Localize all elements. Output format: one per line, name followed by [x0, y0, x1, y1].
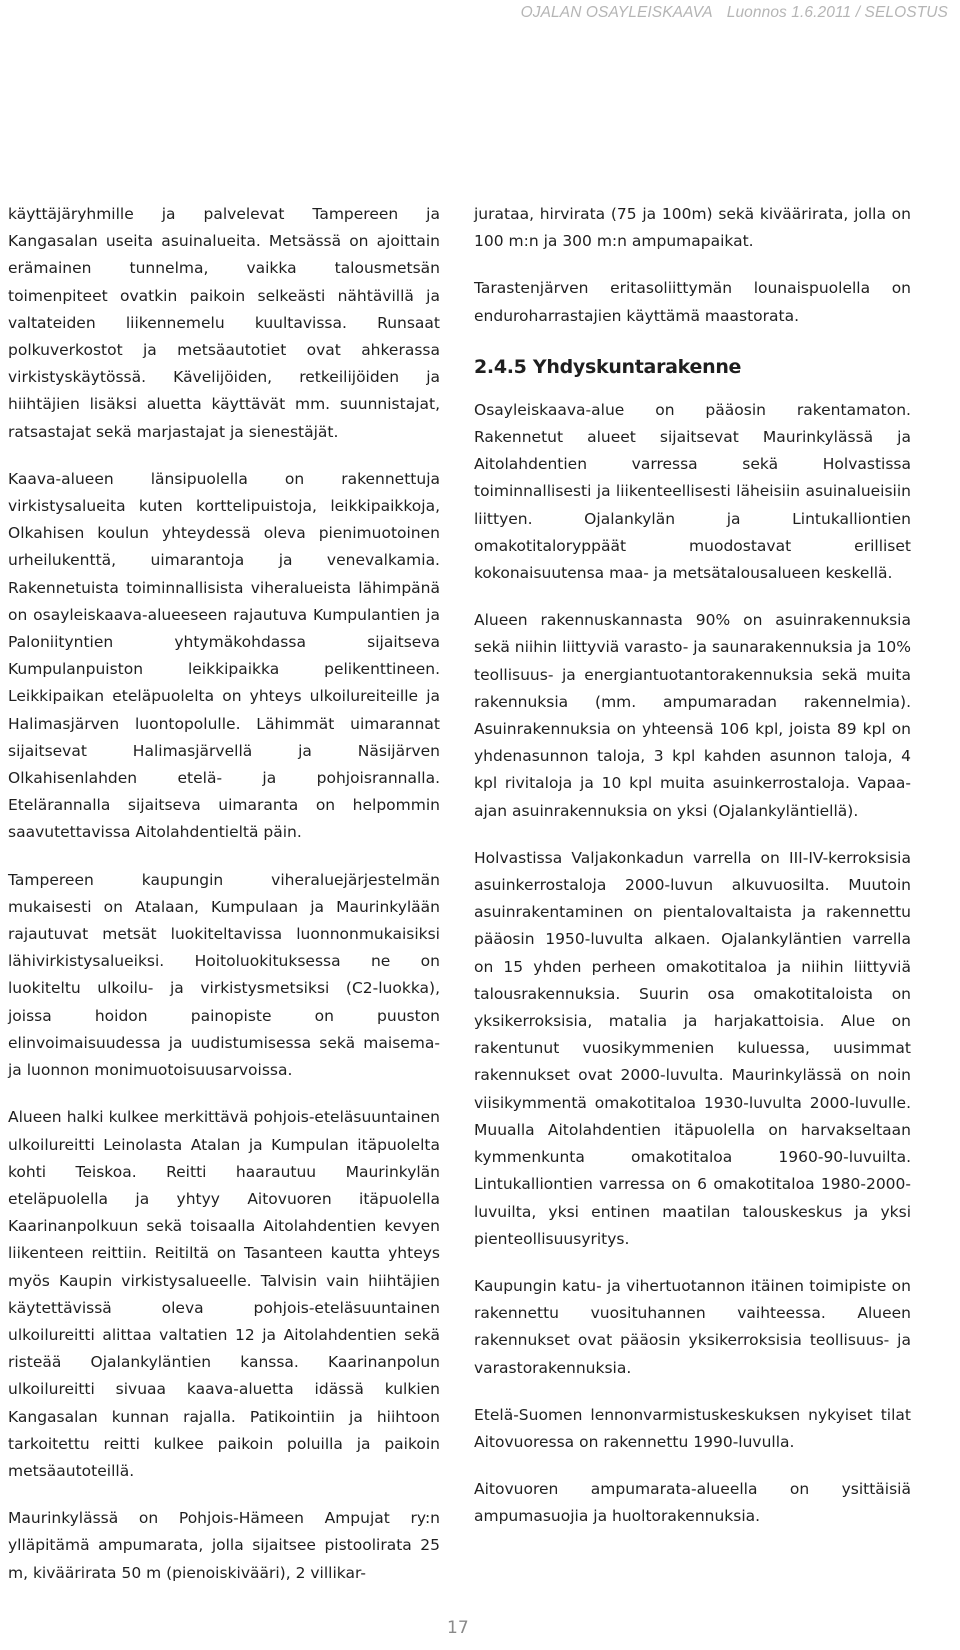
paragraph: Etelä-Suomen lennonvarmistuskeskuksen nykyiset tilat Aitovuoressa on rakennettu 1990-luvulla.: [474, 1405, 911, 1451]
paragraph: Alueen rakennuskannasta 90% on asuinrakennuksia sekä niihin liittyviä varasto- ja saunarakennuksia ja 10% teollisuus- ja energiantuotantorakennuksia sekä muita rakennuksia (mm. ampumaradan rakennelmia). Asuinrakennuksia on yhteensä 106 kpl, joista 89 kpl on yhdenasunnon taloja, 3 kpl kahden asunnon taloja, 4 kpl rivitaloja ja 10 kpl muita asuinkerrostaloja. Vapaa-ajan asuinrakennuksia on yksi (Ojalankyläntiellä).: [474, 611, 911, 820]
running-header: [521, 4, 948, 22]
paragraph: Alueen halki kulkee merkittävä pohjois-eteläsuuntainen ulkoilureitti Leinolasta Atalan ja Kumpulan itäpuolelta kohti Teiskoa. Reitti haarautuu Maurinkylän eteläpuolella ja yhtyy Aitovuoren itäpuolella Kaarinanpolkuun sekä toisaalla Aitolahdentien kevyen liikenteen reittiin. Reitiltä on Tasanteen kautta yhteys myös Kaupin virkistysalueelle. Talvisin vain hiihtäjien käytettävissä oleva pohjois-eteläsuuntainen ulkoilureitti alittaa valtatien 12 ja Aitolahdentien sekä risteää Ojalankyläntien kanssa. Kaarinanpolun ulkoilureitti sivuaa kaava-aluetta idässä kulkien Kangasalan kunnan rajalla. Patikointiin ja hiihtoon tarkoitettu reitti kulkee paikoin poluilla ja paikoin metsäautoteillä.: [8, 1108, 440, 1480]
paragraph: käyttäjäryhmille ja palvelevat Tampereen ja Kangasalan useita asuinalueita. Metsässä on ajoittain erämainen tunnelma, vaikka talousmetsän toimenpiteet ovatkin paikoin selkeästi nähtävillä ja valtateiden liikennemelu kuultavissa. Runsaat polkuverkostot ja metsäautotiet ovat ahkerassa virkistyskäytössä. Kävelijöiden, retkeilijöiden ja hiihtäjien lisäksi aluetta käyttävät mm. suunnistajat, ratsastajat sekä marjastajat ja sienestäjät.: [8, 205, 440, 441]
paragraph: Aitovuoren ampumarata-alueella on ysittäisiä ampumasuojia ja huoltorakennuksia.: [474, 1480, 911, 1526]
section-heading: 2.4.5 Yhdyskuntarakenne: [474, 355, 742, 378]
document-version: Luonnos 1.6.2011 / SELOSTUS: [726, 4, 948, 21]
paragraph: Tarastenjärven eritasoliittymän lounaispuolella on enduroharrastajien käyttämä maastorata.: [474, 279, 911, 325]
paragraph: Kaava-alueen länsipuolella on rakennettuja virkistysalueita kuten korttelipuistoja, leikkipaikkoja, Olkahisen koulun yhteydessä oleva pienimuotoinen urheilukenttä, uimarantoja ja venevalkamia. Rakennetuista toiminnallisista viheralueista lähimpänä on osayleiskaava-alueeseen rajautuva Kumpulantien ja Paloniityntien yhtymäkohdassa sijaitseva Kumpulanpuiston leikkipaikka pelikenttineen. Leikkipaikan eteläpuolelta on yhteys ulkoilureiteille ja Halimasjärven luontopolulle. Lähimmät uimarannat sijaitsevat Halimasjärvellä ja Näsijärven Olkahisenlahden etelä- ja pohjoisrannalla. Etelärannalla sijaitseva uimaranta on helpommin saavutettavissa Aitolahdentieltä päin.: [8, 469, 440, 842]
paragraph: Osayleiskaava-alue on pääosin rakentamaton. Rakennetut alueet sijaitsevat Maurinkylässä ja Aitolahdentien varressa sekä Holvastissa toiminnallisesti ja liikenteellisesti läheisiin asuinalueisiin liittyen. Ojalankylän ja Lintukalliontien omakotitaloryppäät muodostavat erilliset kokonaisuutensa maa- ja metsätalousalueen keskellä.: [474, 400, 911, 583]
paragraph: Maurinkylässä on Pohjois-Hämeen Ampujat ry:n ylläpitämä ampumarata, jolla sijaitsee pistoolirata 25 m, kiväärirata 50 m (pienoiskivääri), 2 villikar-: [8, 1509, 440, 1582]
document-title: OJALAN OSAYLEISKAAVA: [520, 4, 713, 21]
page-number: 17: [447, 1618, 469, 1638]
right-column: [474, 201, 911, 1551]
paragraph: Holvastissa Valjakonkadun varrella on III-IV-kerroksisia asuinkerrostaloja 2000-luvun alkuvuosilta. Muutoin asuinrakentaminen on pientalovaltaista ja rakennettu pääosin 1950-luvulta alkaen. Ojalankyläntien varrella on 15 yhden perheen omakotitaloa ja niihin liittyviä talousrakennuksia. Suurin osa omakotitaloista on yksikerroksisia, matalia ja harjakattoisia. Alue on rakentunut vuosikymmenien kuluessa, uusimmat rakennukset ovat 2000-luvulta. Maurinkylässä on noin viisikymmentä omakotitaloa 1930-luvulta 2000-luvulle. Muualla Aitolahdentien itäpuolella on harvakseltaan kymmenkunta omakotitaloa 1960-90-luvuilta. Lintukalliontien varressa on 6 omakotitaloa 1980-2000-luvuilta, yksi entinen maatilan talouskeskus ja yksi pienteollisuusyritys.: [474, 848, 911, 1248]
paragraph: jurataa, hirvirata (75 ja 100m) sekä kiväärirata, jolla on 100 m:n ja 300 m:n ampumapaikat.: [474, 205, 911, 251]
paragraph: Tampereen kaupungin viheraluejärjestelmän mukaisesti on Atalaan, Kumpulaan ja Maurinkylään rajautuvat metsät luokiteltavissa luonnonmukaisiksi lähivirkistysalueiksi. Hoitoluokituksessa ne on luokiteltu ulkoilu- ja virkistysmetsiksi (C2-luokka), joissa hoidon painopiste on puuston elinvoimaisuudessa ja uudistumisessa sekä maisema- ja luonnon monimuotoisuusarvoissa.: [8, 870, 440, 1080]
paragraph: Kaupungin katu- ja vihertuotannon itäinen toimipiste on rakennettu vuosituhannen vaihteessa. Alueen rakennukset ovat pääosin yksikerroksisia teollisuus- ja varastorakennuksia.: [474, 1276, 911, 1377]
left-column: [8, 201, 440, 1607]
